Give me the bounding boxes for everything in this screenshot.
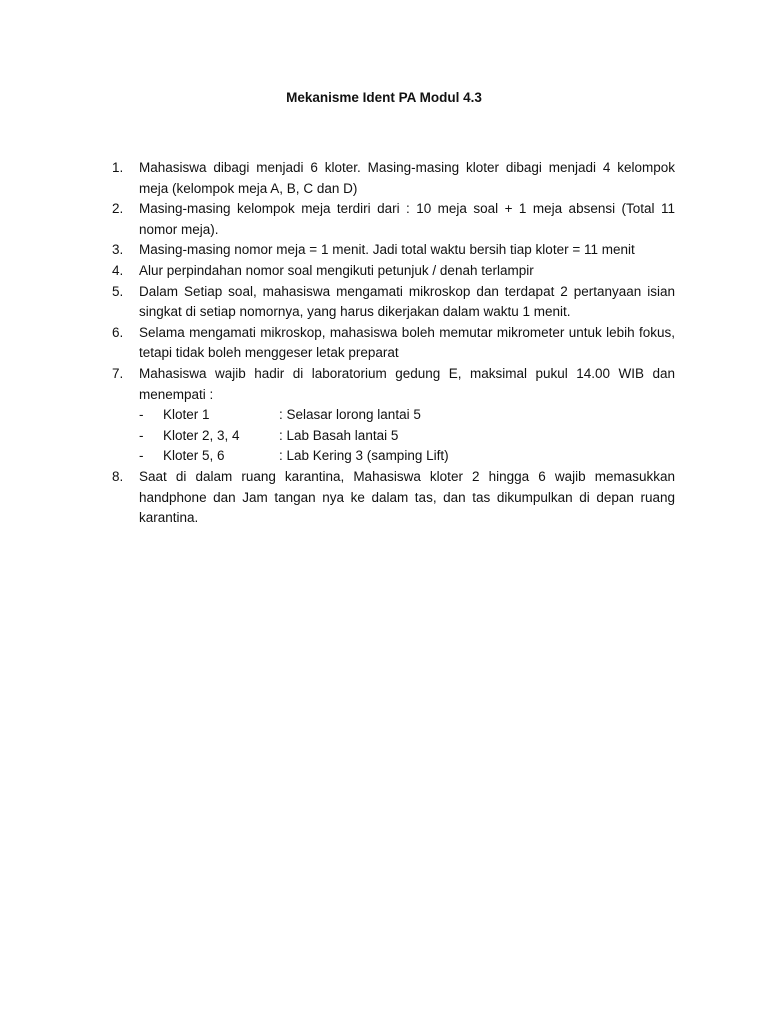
list-item-number: 8. bbox=[112, 468, 124, 484]
list-item-text: Saat di dalam ruang karantina, Mahasiswa kloter 2 hingga 6 wajib memasukkan handphone dan Jam tangan nya ke dalam tas, dan tas dikumpulkan di depan ruang karantina. bbox=[139, 468, 675, 526]
list-item-text: Mahasiswa dibagi menjadi 6 kloter. Masing-masing kloter dibagi menjadi 4 kelompok meja (kelompok meja A, B, C dan D) bbox=[139, 160, 675, 196]
list-item bbox=[112, 261, 675, 282]
list-item-number: 6. bbox=[112, 324, 124, 340]
placement-kloter: Kloter 5, 6 bbox=[163, 448, 225, 464]
placement-kloter: Kloter 1 bbox=[163, 407, 210, 423]
list-item bbox=[112, 282, 675, 323]
list-item-text: Dalam Setiap soal, mahasiswa mengamati mikroskop dan terdapat 2 pertanyaan isian singkat di setiap nomornya, yang harus dikerjakan dalam waktu 1 menit. bbox=[139, 283, 675, 320]
list-item bbox=[112, 158, 675, 199]
placement-location: : Lab Basah lantai 5 bbox=[279, 427, 399, 443]
list-item bbox=[112, 199, 675, 240]
placement-dash: - bbox=[139, 448, 144, 464]
list-item-number: 1. bbox=[112, 160, 124, 175]
placement-row bbox=[139, 446, 675, 467]
placement-kloter: Kloter 2, 3, 4 bbox=[163, 427, 240, 443]
placement-row bbox=[139, 426, 675, 447]
numbered-list bbox=[112, 158, 675, 529]
list-item-number: 2. bbox=[112, 201, 124, 217]
list-item bbox=[112, 240, 675, 261]
placement-dash: - bbox=[139, 427, 144, 443]
list-item-number: 3. bbox=[112, 242, 124, 258]
list-item-text: Masing-masing kelompok meja terdiri dari : 10 meja soal + 1 meja absensi (Total 11 nomor meja). bbox=[139, 201, 675, 237]
list-item-number: 7. bbox=[112, 365, 124, 381]
list-item-text: Selama mengamati mikroskop, mahasiswa boleh memutar mikrometer untuk lebih fokus, tetapi tidak boleh menggeser letak preparat bbox=[139, 324, 675, 361]
list-item-number: 5. bbox=[112, 283, 124, 299]
page-title: Mekanisme Ident PA Modul 4.3 bbox=[286, 90, 482, 105]
list-item bbox=[112, 467, 675, 529]
list-item bbox=[112, 364, 675, 467]
placement-location: : Selasar lorong lantai 5 bbox=[279, 407, 421, 423]
list-item-text: Mahasiswa wajib hadir di laboratorium gedung E, maksimal pukul 14.00 WIB dan menempati : bbox=[139, 365, 675, 402]
list-item-text: Masing-masing nomor meja = 1 menit. Jadi total waktu bersih tiap kloter = 11 menit bbox=[139, 242, 635, 258]
list-item-number: 4. bbox=[112, 262, 124, 278]
list-item-text: Alur perpindahan nomor soal mengikuti petunjuk / denah terlampir bbox=[139, 262, 534, 278]
placement-row bbox=[139, 405, 675, 426]
placement-location: : Lab Kering 3 (samping Lift) bbox=[279, 448, 449, 464]
placement-dash: - bbox=[139, 407, 144, 423]
list-item bbox=[112, 323, 675, 364]
